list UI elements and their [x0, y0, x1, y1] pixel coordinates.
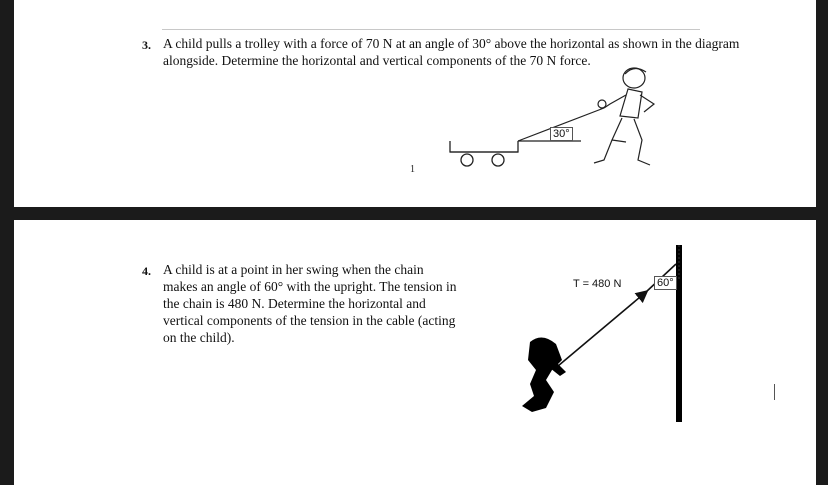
question-4-line: makes an angle of 60° with the upright. The tension in: [163, 279, 457, 294]
question-3-line: alongside. Determine the horizontal and vertical components of the 70 N force.: [163, 53, 591, 68]
trolley-wheel: [492, 154, 504, 166]
question-4-line: vertical components of the tension in the cable (acting: [163, 313, 456, 328]
child-figure: [594, 68, 654, 165]
tension-label: T = 480 N: [573, 278, 622, 290]
question-4-number: 4.: [142, 264, 151, 278]
question-4-line: A child is at a point in her swing when the chain: [163, 262, 424, 277]
question-4-panel: [14, 220, 816, 485]
swing-diagram: [14, 220, 816, 485]
question-3-number: 3.: [142, 38, 151, 52]
trolley-body: [450, 141, 518, 152]
upright-post: [676, 245, 682, 422]
angle-60-label: 60°: [654, 276, 677, 290]
tension-arrow: [558, 292, 646, 366]
trolley-diagram: [14, 0, 816, 207]
trolley-wheel: [461, 154, 473, 166]
angle-30-label: 30°: [550, 127, 573, 141]
question-3-line: A child pulls a trolley with a force of 70 N at an angle of 30° above the horizontal as shown in the diagram: [163, 36, 740, 51]
question-4-line: the chain is 480 N. Determine the horizontal and: [163, 296, 426, 311]
child-silhouette: [522, 337, 566, 412]
page-number: 1: [410, 164, 415, 175]
text-cursor: [774, 384, 775, 400]
question-3-panel: [14, 0, 816, 207]
question-4-line: on the child).: [163, 330, 235, 345]
